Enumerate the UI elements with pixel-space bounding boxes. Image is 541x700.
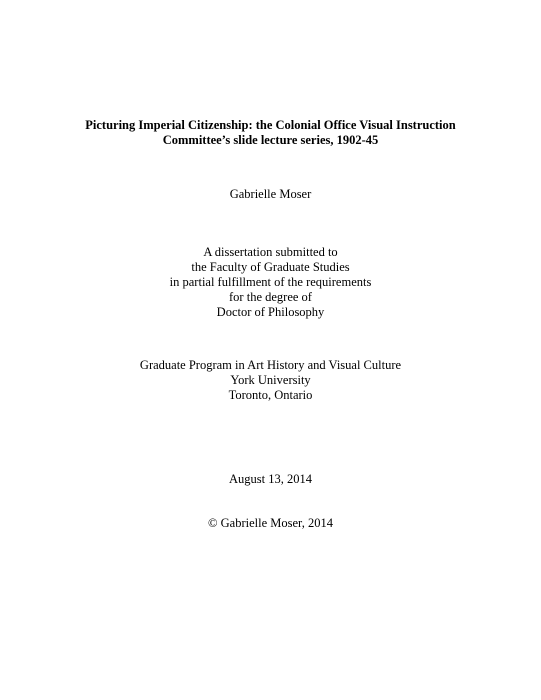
- copyright-notice: [0, 516, 541, 531]
- submission-date: [0, 472, 541, 487]
- author-line: Gabrielle Moser: [229, 187, 312, 201]
- title-line-1: Picturing Imperial Citizenship: the Colonial Office Visual Instruction: [85, 118, 456, 132]
- program-line-1: Graduate Program in Art History and Visual Culture: [139, 358, 402, 372]
- title-line-2: Committee’s slide lecture series, 1902-45: [162, 133, 379, 147]
- program-affiliation: [0, 358, 541, 403]
- statement-line-1: A dissertation submitted to: [203, 245, 338, 259]
- statement-line-2: the Faculty of Graduate Studies: [191, 260, 350, 274]
- copyright-line: © Gabrielle Moser, 2014: [208, 516, 333, 530]
- program-line-3: Toronto, Ontario: [228, 388, 313, 402]
- program-line-2: York University: [230, 373, 311, 387]
- statement-line-5: Doctor of Philosophy: [216, 305, 325, 319]
- date-line: August 13, 2014: [229, 472, 312, 486]
- statement-line-4: for the degree of: [229, 290, 312, 304]
- author-name: [0, 187, 541, 202]
- statement-line-3: in partial fulfillment of the requirements: [169, 275, 372, 289]
- dissertation-title: [0, 118, 541, 148]
- submission-statement: [0, 245, 541, 320]
